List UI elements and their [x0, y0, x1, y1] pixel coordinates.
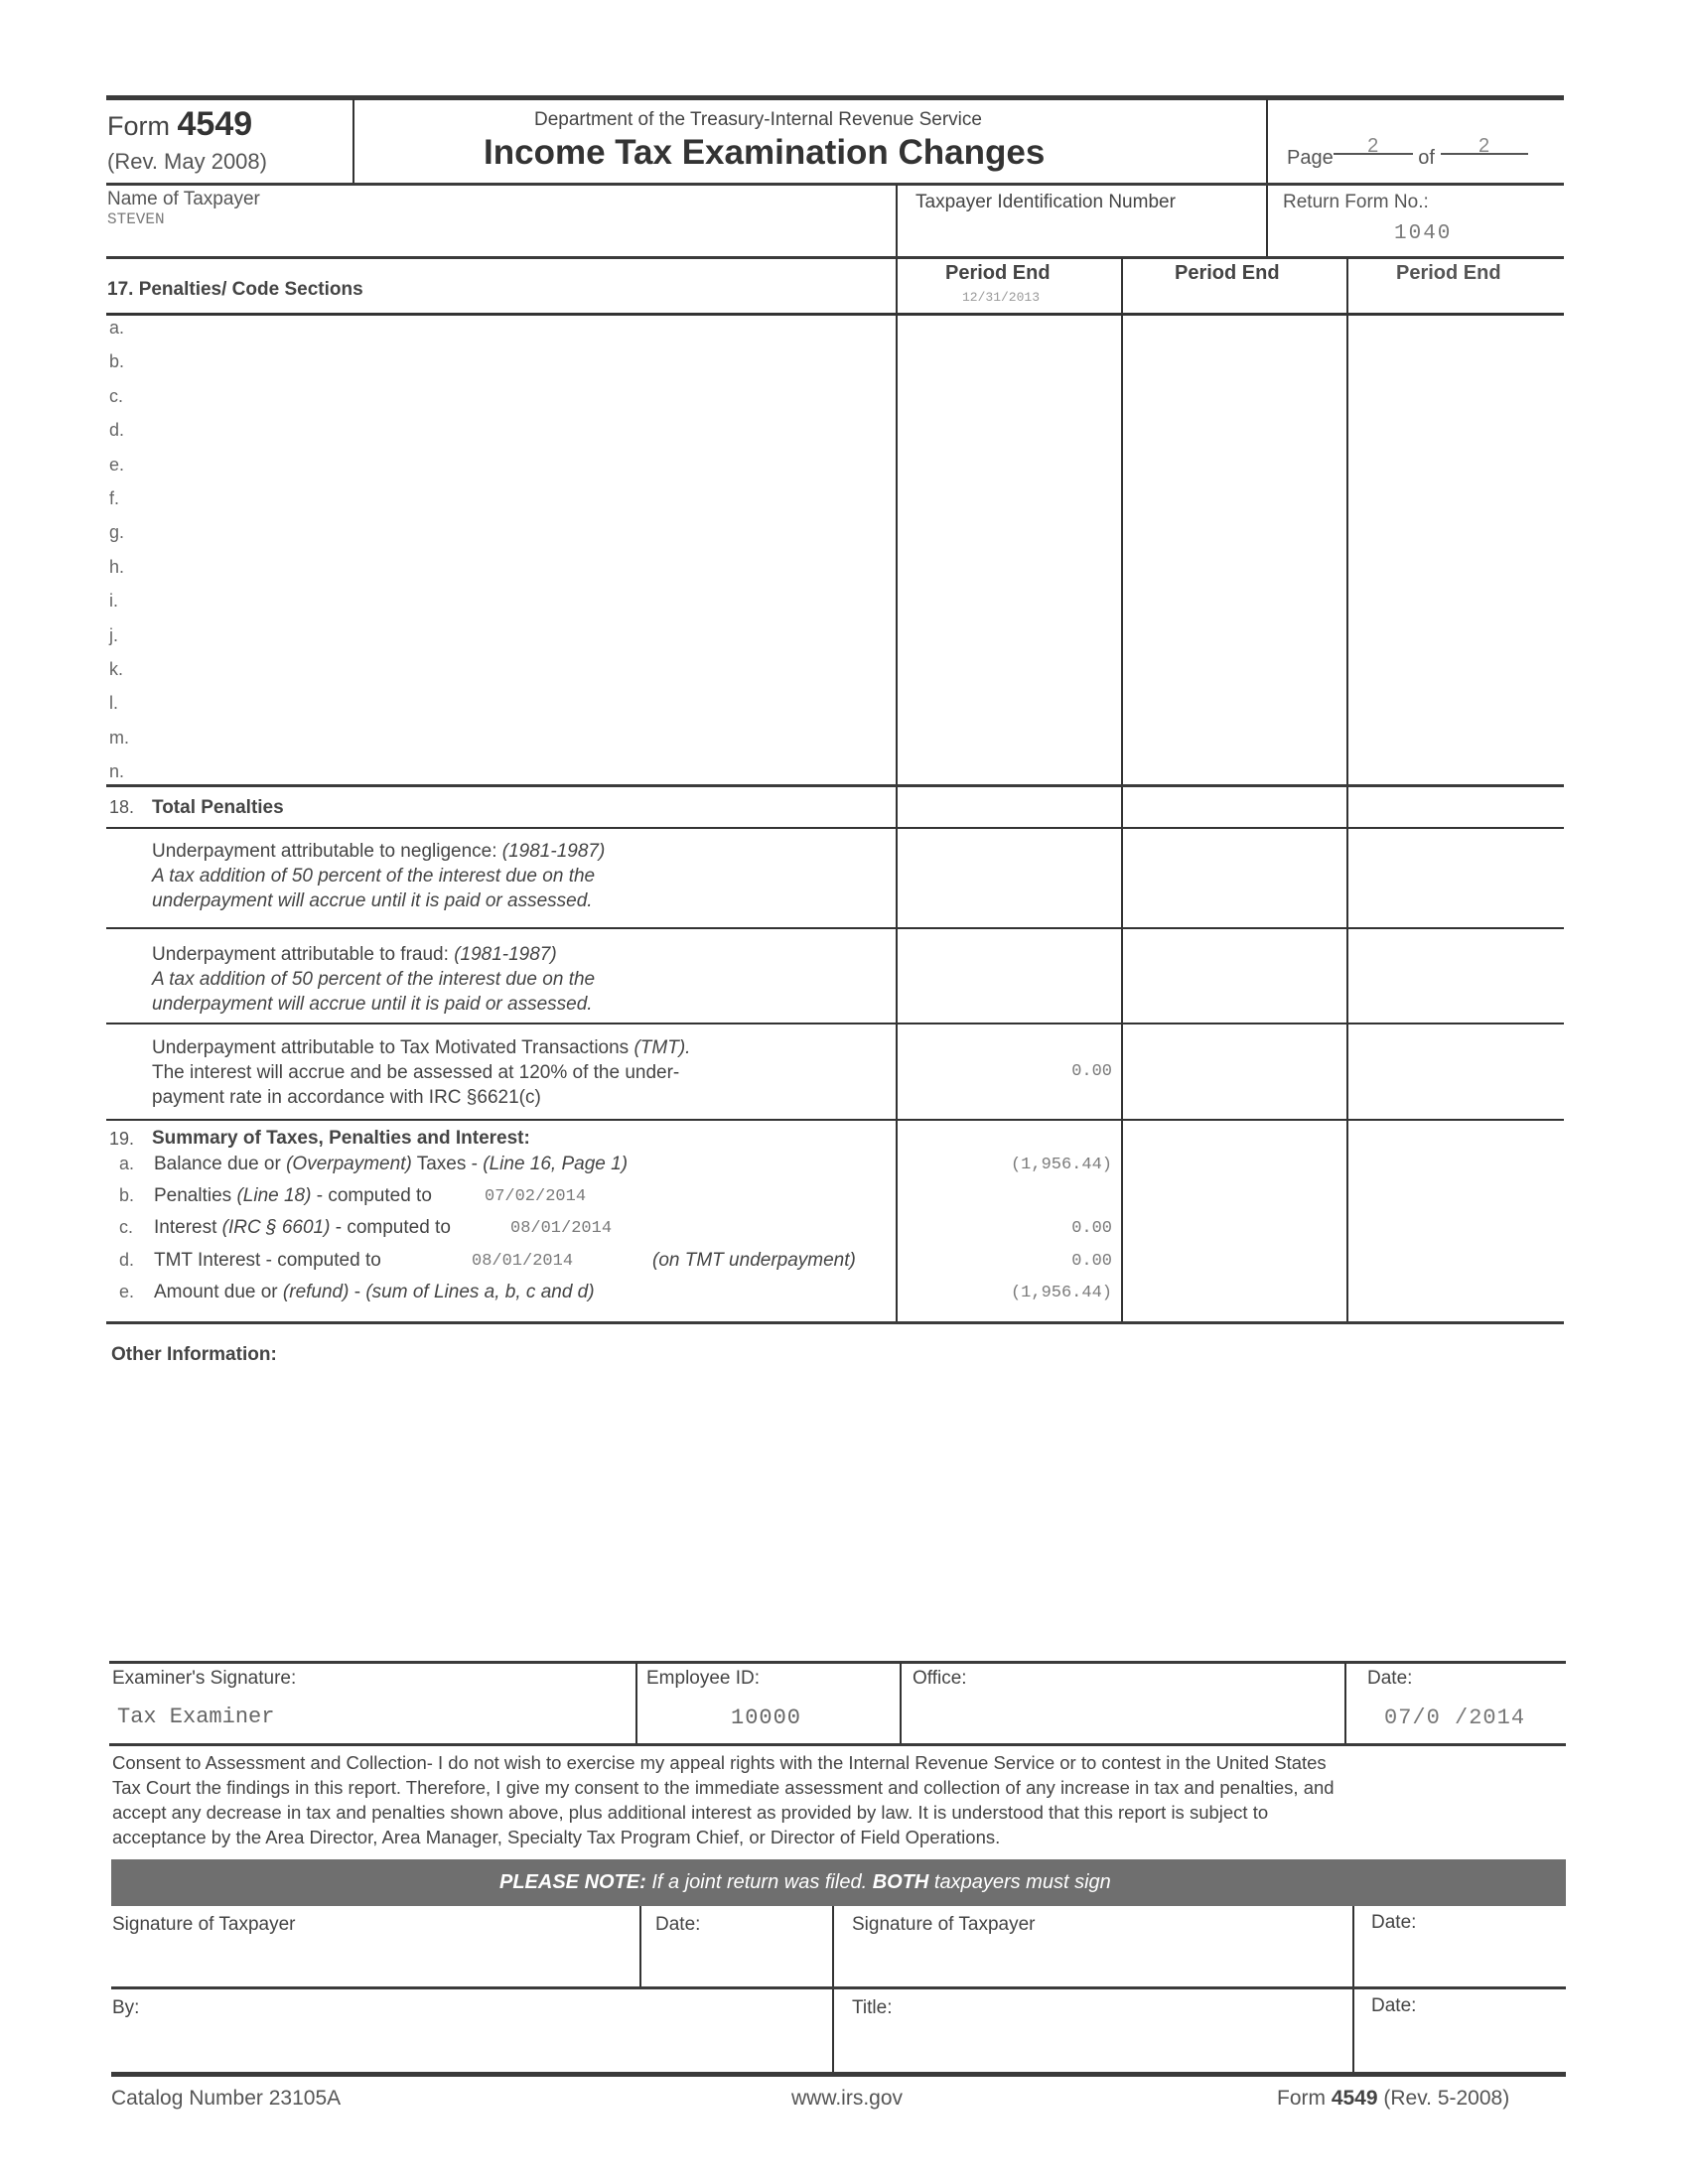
penalties-header-bottom-rule: [106, 313, 1564, 316]
summary-line-letter: a.: [119, 1154, 135, 1173]
taxpayer2-date-label: Date:: [1371, 1912, 1417, 1933]
penalty-row-cell[interactable]: [1348, 625, 1562, 657]
consent-line2: Tax Court the findings in this report. Therefore, I give my consent to the immediate assessment and collection of any increase in tax and penalties, and: [112, 1777, 1335, 1798]
penalty-row-cell[interactable]: [1348, 420, 1562, 452]
summary-line-text: Penalties: [154, 1185, 237, 1206]
penalty-row-cell[interactable]: [1123, 386, 1345, 418]
page-label: Page: [1287, 147, 1334, 169]
penalty-row-letter: g.: [109, 522, 125, 543]
page-current-value: 2: [1367, 135, 1379, 157]
must-sign-text: taxpayers must sign: [928, 1871, 1111, 1893]
summary-line-date[interactable]: 08/01/2014: [472, 1252, 574, 1271]
please-note-label: PLEASE NOTE:: [499, 1871, 646, 1893]
page-current: [1334, 135, 1413, 157]
penalty-row-letter: a.: [109, 318, 125, 338]
summary-line-value[interactable]: 0.00: [1071, 1219, 1112, 1238]
examiner-date-value[interactable]: 07/0 /2014: [1384, 1706, 1526, 1730]
penalty-row-cell[interactable]: [1348, 455, 1562, 486]
catalog-number: Catalog Number 23105A: [111, 2087, 342, 2110]
negligence-line1: Underpayment attributable to negligence:: [152, 841, 502, 862]
penalties-section-label: 17. Penalties/ Code Sections: [107, 279, 363, 300]
penalty-row-cell[interactable]: [1348, 351, 1562, 383]
summary-line-text: Balance due or: [154, 1154, 287, 1174]
total-penalties-number: 18.: [109, 797, 135, 817]
penalty-row-letter: e.: [109, 454, 125, 475]
fraud-line2: A tax addition of 50 percent of the interest due on the: [152, 969, 596, 990]
penalty-row-letter: i.: [109, 591, 118, 612]
negligence-line2: A tax addition of 50 percent of the interest due on the: [152, 866, 596, 887]
summary-line-date[interactable]: 08/01/2014: [510, 1219, 613, 1238]
penalty-row-letter: d.: [109, 420, 125, 441]
penalty-row-cell[interactable]: [1123, 625, 1345, 657]
penalty-row-cell[interactable]: [898, 625, 1120, 657]
footer-form-number: 4549: [1331, 2087, 1378, 2110]
by-date-label: Date:: [1371, 1995, 1417, 2016]
penalty-row-letter: h.: [109, 556, 125, 577]
penalty-rows-bottom-rule: [106, 784, 1564, 787]
penalty-row-cell[interactable]: [1123, 522, 1345, 554]
taxpayer-name-label: Name of Taxpayer: [107, 189, 260, 209]
sig1-date-divider: [639, 1906, 641, 1989]
summary-line-text2: - computed to: [311, 1185, 432, 1206]
summary-title: Summary of Taxes, Penalties and Interest:: [152, 1128, 530, 1149]
taxpayer2-date-field[interactable]: [1356, 1941, 1565, 1985]
summary-line-letter: c.: [119, 1217, 134, 1237]
summary-line-text: [154, 1217, 451, 1239]
consent-line4: acceptance by the Area Director, Area Manager, Specialty Tax Program Chief, or Director of Field Operations.: [112, 1827, 1001, 1847]
penalty-row-cell[interactable]: [1123, 318, 1345, 349]
penalty-row-cell[interactable]: [898, 386, 1120, 418]
examiner-date-label: Date:: [1367, 1668, 1413, 1689]
period-header-3: Period End: [1396, 262, 1501, 284]
summary-line-text: [154, 1154, 628, 1175]
summary-line-value[interactable]: (1,956.44): [1010, 1156, 1112, 1174]
summary-line-text: Interest: [154, 1217, 222, 1238]
examiner-bottom-rule: [109, 1743, 1566, 1746]
penalty-row-cell[interactable]: [898, 591, 1120, 622]
period-header-1: Period End: [945, 262, 1051, 284]
form-label: Form: [107, 111, 170, 141]
penalty-row-letter: j.: [109, 624, 118, 645]
return-form-value[interactable]: 1040: [1394, 222, 1453, 245]
penalty-row-letter: c.: [109, 385, 124, 406]
by-label: By:: [112, 1997, 140, 2018]
penalty-row-cell[interactable]: [898, 728, 1120, 759]
negligence-line3: underpayment will accrue until it is paid or assessed.: [152, 890, 593, 911]
penalty-row-letter: b.: [109, 351, 125, 372]
taxpayer1-signature-label: Signature of Taxpayer: [112, 1914, 296, 1935]
office-label: Office:: [913, 1668, 967, 1689]
taxpayer-name-value[interactable]: STEVEN: [107, 210, 165, 228]
tin-label: Taxpayer Identification Number: [915, 192, 1176, 212]
page-total-value: 2: [1477, 135, 1490, 157]
please-note-bar: [111, 1859, 1566, 1906]
page-total: [1441, 135, 1528, 157]
summary-line-letter: d.: [119, 1250, 135, 1270]
penalty-row-cell[interactable]: [898, 318, 1120, 349]
page-title: Income Tax Examination Changes: [484, 133, 1046, 172]
summary-line-letter: e.: [119, 1282, 135, 1301]
penalty-row-cell[interactable]: [1348, 522, 1562, 554]
title-label: Title:: [852, 1997, 893, 2018]
tmt-bottom-rule: [106, 1119, 1564, 1121]
fraud-bottom-rule: [106, 1023, 1564, 1024]
tmt-line1: Underpayment attributable to Tax Motivated Transactions: [152, 1037, 634, 1058]
tmt-abbrev: (TMT).: [633, 1037, 691, 1058]
summary-line-italic: (refund): [282, 1282, 350, 1302]
taxpayer2-signature-field[interactable]: [836, 1941, 1350, 1985]
tin-divider: [896, 185, 898, 258]
penalty-row-letter: f.: [109, 488, 120, 508]
penalty-row-cell[interactable]: [1123, 557, 1345, 589]
summary-line-text: [154, 1250, 381, 1272]
taxpayer1-date-field[interactable]: [643, 1941, 830, 1985]
both-label: BOTH: [872, 1871, 929, 1893]
penalty-row-letter: k.: [109, 659, 124, 679]
irs-website-link[interactable]: www.irs.gov: [791, 2087, 904, 2110]
penalty-row-cell[interactable]: [898, 522, 1120, 554]
by-date-field[interactable]: [1356, 2020, 1565, 2070]
title-field[interactable]: [836, 2020, 1350, 2070]
penalty-row-cell[interactable]: [1123, 659, 1345, 691]
summary-number: 19.: [109, 1129, 135, 1149]
penalty-row-cell[interactable]: [1123, 591, 1345, 622]
consent-text: [112, 1750, 1335, 1849]
examiner-top-rule: [109, 1661, 1566, 1664]
sig2-date-divider: [1352, 1906, 1354, 2075]
form-revision: (Rev. May 2008): [107, 149, 267, 174]
examiner-signature-value[interactable]: Tax Examiner: [117, 1705, 275, 1729]
office-divider: [900, 1663, 902, 1745]
penalty-row-cell[interactable]: [898, 557, 1120, 589]
summary-line-text2: Taxes -: [411, 1154, 484, 1174]
penalty-row-cell[interactable]: [1123, 455, 1345, 486]
penalty-row-letter: m.: [109, 727, 129, 748]
summary-line-value[interactable]: (1,956.44): [1010, 1284, 1112, 1302]
top-rule: [106, 95, 1564, 100]
tmt-description: [152, 1035, 690, 1110]
penalty-row-cell[interactable]: [898, 420, 1120, 452]
please-note-text: [499, 1871, 1111, 1894]
summary-line-text: [154, 1185, 432, 1207]
consent-line1: Consent to Assessment and Collection- I do not wish to exercise my appeal rights with the Internal Revenue Service or to contest in the United States: [112, 1752, 1327, 1773]
penalty-row-cell[interactable]: [1348, 761, 1562, 793]
date-divider: [1344, 1663, 1346, 1745]
footer-form-id: [1277, 2087, 1509, 2111]
summary-line-text2: - computed to: [330, 1217, 451, 1238]
negligence-years: (1981-1987): [501, 841, 606, 862]
summary-line-text2: -: [349, 1282, 366, 1302]
taxpayer1-date-label: Date:: [655, 1914, 701, 1935]
by-field[interactable]: [111, 2020, 830, 2070]
summary-line-date[interactable]: 07/02/2014: [485, 1187, 587, 1206]
penalty-row-cell[interactable]: [1348, 659, 1562, 691]
signature-bottom-rule: [111, 2072, 1566, 2077]
taxpayer2-signature-label: Signature of Taxpayer: [852, 1914, 1036, 1935]
form-box-divider: [352, 99, 354, 185]
negligence-description: [152, 839, 605, 913]
penalty-row-cell[interactable]: [1348, 728, 1562, 759]
summary-line-italic: (Overpayment): [286, 1154, 412, 1174]
form-id: [107, 105, 252, 144]
signature-mid-rule: [111, 1986, 1566, 1989]
summary-bottom-rule: [106, 1321, 1564, 1324]
penalty-row-cell[interactable]: [898, 351, 1120, 383]
fraud-years: (1981-1987): [454, 944, 557, 965]
penalty-row-cell[interactable]: [898, 455, 1120, 486]
page-of-label: of: [1418, 147, 1435, 169]
taxpayer1-signature-field[interactable]: [111, 1941, 637, 1985]
footer-form-prefix: Form: [1277, 2087, 1332, 2110]
penalty-row-cell[interactable]: [898, 488, 1120, 520]
total-penalties-bottom-rule: [106, 827, 1564, 829]
penalty-row-letter: n.: [109, 761, 125, 782]
penalty-row-cell[interactable]: [1123, 488, 1345, 520]
penalty-row-cell[interactable]: [1348, 693, 1562, 725]
taxpayer-row-bottom-rule: [106, 256, 1564, 259]
employee-id-label: Employee ID:: [646, 1668, 761, 1689]
joint-return-text: If a joint return was filed.: [645, 1871, 873, 1893]
sig2-divider: [832, 1906, 834, 2075]
penalty-row-cell[interactable]: [1123, 351, 1345, 383]
period-value-1[interactable]: 12/31/2013: [962, 290, 1041, 305]
page-indicator: [1287, 135, 1528, 170]
total-penalties-label: Total Penalties: [152, 797, 284, 818]
consent-line3: accept any decrease in tax and penalties shown above, plus additional interest as provided by law. It is understood that this report is subject to: [112, 1802, 1269, 1823]
penalty-row-cell[interactable]: [1123, 693, 1345, 725]
summary-line-text: [154, 1282, 595, 1303]
header-bottom-rule: [106, 183, 1564, 186]
summary-line-text: Amount due or: [154, 1282, 283, 1302]
penalty-row-cell[interactable]: [1348, 557, 1562, 589]
summary-line-value[interactable]: 0.00: [1071, 1252, 1112, 1271]
penalty-row-cell[interactable]: [1123, 728, 1345, 759]
period-header-2: Period End: [1175, 262, 1280, 284]
penalty-row-cell[interactable]: [898, 693, 1120, 725]
summary-line-note: (on TMT underpayment): [652, 1250, 856, 1271]
penalty-row-letter: l.: [109, 693, 118, 714]
department-label: Department of the Treasury-Internal Revenue Service: [534, 109, 982, 130]
penalty-row-cell[interactable]: [898, 659, 1120, 691]
summary-line-italic2: (sum of Lines a, b, c and d): [365, 1282, 595, 1302]
penalty-row-cell[interactable]: [1348, 591, 1562, 622]
penalty-row-cell[interactable]: [1348, 488, 1562, 520]
tmt-line3: payment rate in accordance with IRC §6621(c): [152, 1087, 541, 1108]
fraud-line1: Underpayment attributable to fraud:: [152, 944, 455, 965]
tmt-line2: The interest will accrue and be assessed at 120% of the under-: [152, 1062, 680, 1083]
penalty-row-cell[interactable]: [1348, 318, 1562, 349]
penalty-row-cell[interactable]: [1123, 420, 1345, 452]
penalty-row-cell[interactable]: [898, 761, 1120, 793]
examiner-signature-label: Examiner's Signature:: [112, 1668, 297, 1689]
summary-line-letter: b.: [119, 1185, 135, 1205]
summary-line-italic2: (Line 16, Page 1): [483, 1154, 629, 1174]
other-information-label: Other Information:: [111, 1344, 277, 1365]
summary-line-text: TMT Interest - computed to: [154, 1250, 381, 1271]
page-box-divider: [1266, 99, 1268, 258]
footer-form-suffix: (Rev. 5-2008): [1377, 2087, 1510, 2110]
fraud-line3: underpayment will accrue until it is paid or assessed.: [152, 994, 593, 1015]
other-information-area[interactable]: [106, 1375, 1564, 1653]
return-form-label: Return Form No.:: [1283, 192, 1429, 212]
penalty-row-cell[interactable]: [1123, 761, 1345, 793]
fraud-description: [152, 942, 595, 1017]
employee-id-divider: [635, 1663, 637, 1745]
form-number: 4549: [177, 105, 253, 143]
employee-id-value[interactable]: 10000: [731, 1706, 802, 1730]
summary-line-italic: (Line 18): [236, 1185, 312, 1206]
negligence-bottom-rule: [106, 927, 1564, 929]
tmt-value[interactable]: 0.00: [1071, 1062, 1112, 1081]
summary-line-italic: (IRC § 6601): [221, 1217, 331, 1238]
penalty-row-cell[interactable]: [1348, 386, 1562, 418]
